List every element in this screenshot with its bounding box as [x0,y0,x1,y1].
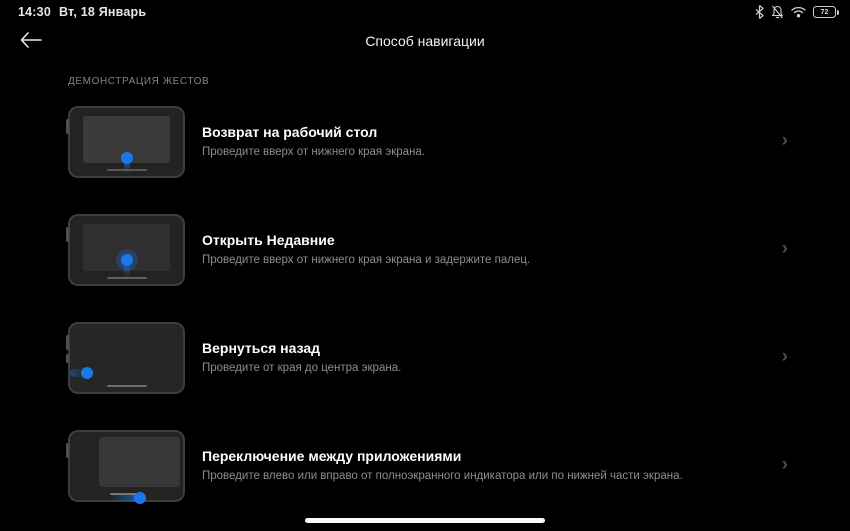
list-item-open-recents[interactable] [0,196,850,304]
list-item-go-back[interactable] [0,304,850,412]
bluetooth-icon [755,5,764,19]
list-item-return-home[interactable] [0,88,850,196]
status-date: Вт, 18 Январь [58,5,147,19]
item-title: Возврат на рабочий стол [202,124,378,141]
chevron-right-icon: › [781,453,788,475]
home-indicator-bar[interactable] [305,518,545,523]
gesture-thumbnail-swipe-up [68,106,185,178]
item-subtitle: Проведите вверх от нижнего края экрана и задержите палец. [202,254,531,267]
item-title: Открыть Недавние [202,232,335,249]
gesture-dot [134,492,146,504]
gesture-dot [121,152,133,164]
status-bar [0,0,850,24]
mute-icon [771,5,784,19]
status-time: 14:30 [18,5,51,19]
nav-header [0,24,850,60]
item-title: Переключение между приложениями [202,448,462,465]
battery-icon [813,6,836,18]
gesture-thumbnail-bottom-swipe [68,430,185,502]
item-subtitle: Проведите влево или вправо от полноэкранного индикатора или по нижней части экрана. [202,470,683,483]
gesture-dot [81,367,93,379]
item-subtitle: Проведите от края до центра экрана. [202,362,402,375]
battery-level: 72 [820,8,829,16]
gesture-thumbnail-swipe-up-hold [68,214,185,286]
gesture-thumbnail-edge-swipe [68,322,185,394]
item-title: Вернуться назад [202,340,321,357]
item-subtitle: Проведите вверх от нижнего края экрана. [202,146,425,159]
list-item-switch-apps[interactable] [0,412,850,520]
chevron-right-icon: › [781,129,788,151]
gesture-dot [121,254,133,266]
wifi-icon [791,6,806,18]
gesture-list [0,88,850,520]
chevron-right-icon: › [781,237,788,259]
page-title: Способ навигации [365,33,485,49]
chevron-right-icon: › [781,345,788,367]
section-label: ДЕМОНСТРАЦИЯ ЖЕСТОВ [68,76,210,87]
